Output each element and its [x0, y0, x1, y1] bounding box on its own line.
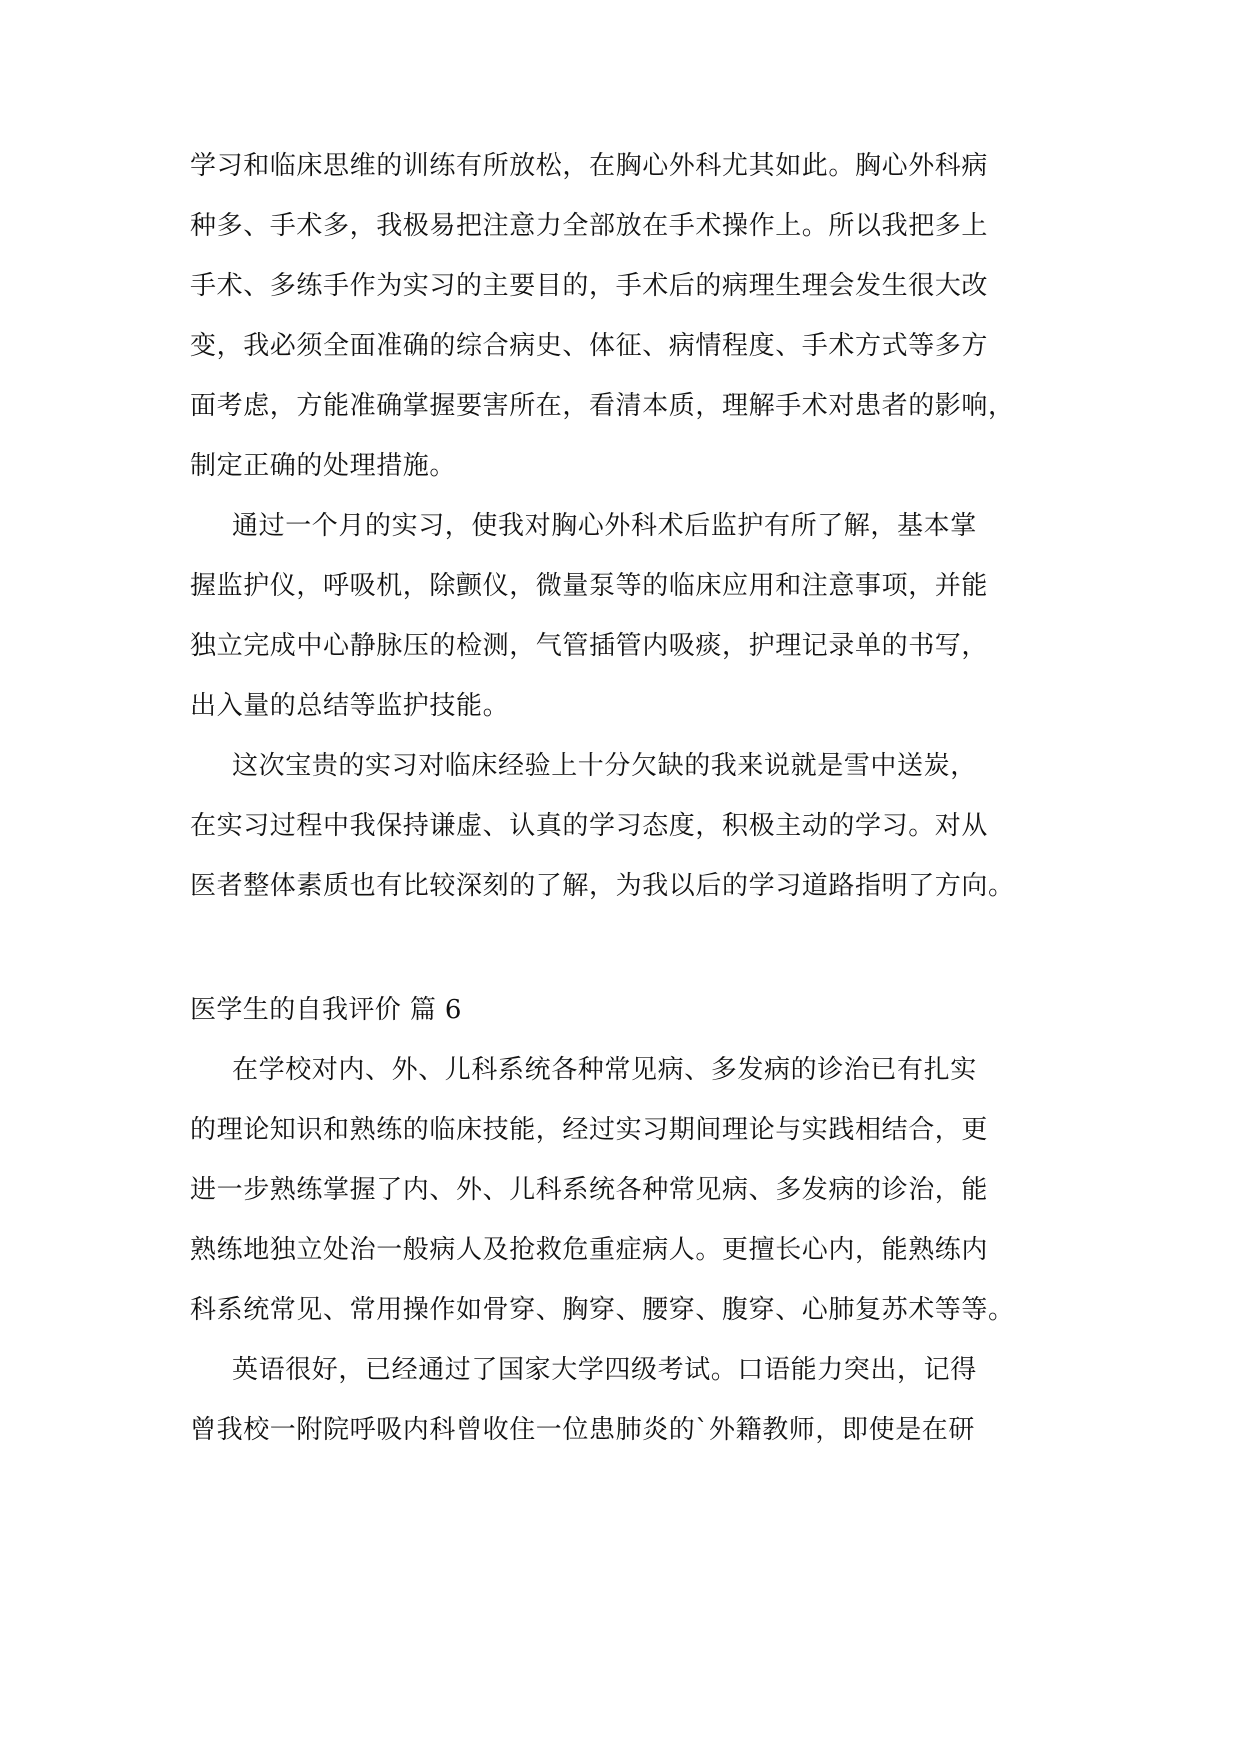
body-text-line: 曾我校一附院呼吸内科曾收住一位患肺炎的`外籍教师，即使是在研	[190, 1415, 976, 1445]
body-text-line: 学习和临床思维的训练有所放松，在胸心外科尤其如此。胸心外科病	[190, 151, 989, 181]
body-text-line: 手术、多练手作为实习的主要目的，手术后的病理生理会发生很大改	[190, 271, 989, 301]
body-text-line: 科系统常见、常用操作如骨穿、胸穿、腰穿、腹穿、心肺复苏术等等。	[190, 1295, 1015, 1325]
body-text-line: 通过一个月的实习，使我对胸心外科术后监护有所了解，基本掌	[232, 511, 977, 541]
body-text-line: 这次宝贵的实习对临床经验上十分欠缺的我来说就是雪中送炭，	[232, 751, 977, 781]
body-text-line: 握监护仪，呼吸机，除颤仪，微量泵等的临床应用和注意事项，并能	[190, 571, 989, 601]
body-text-line: 独立完成中心静脉压的检测，气管插管内吸痰，护理记录单的书写，	[190, 631, 989, 661]
body-text-line: 英语很好，已经通过了国家大学四级考试。口语能力突出，记得	[232, 1355, 977, 1385]
body-text-line: 变，我必须全面准确的综合病史、体征、病情程度、手术方式等多方	[190, 331, 989, 361]
body-text-line: 种多、手术多，我极易把注意力全部放在手术操作上。所以我把多上	[190, 211, 989, 241]
body-text-line: 熟练地独立处治一般病人及抢救危重症病人。更擅长心内，能熟练内	[190, 1235, 989, 1265]
body-text-line: 出入量的总结等监护技能。	[190, 691, 510, 721]
body-text-line: 进一步熟练掌握了内、外、儿科系统各种常见病、多发病的诊治，能	[190, 1175, 989, 1205]
body-text-line: 在实习过程中我保持谦虚、认真的学习态度，积极主动的学习。对从	[190, 811, 989, 841]
body-text-line: 的理论知识和熟练的临床技能，经过实习期间理论与实践相结合，更	[190, 1115, 989, 1145]
body-text-line: 医者整体素质也有比较深刻的了解，为我以后的学习道路指明了方向。	[190, 871, 1015, 901]
section-heading: 医学生的自我评价 篇 6	[190, 995, 462, 1025]
body-text-line: 面考虑，方能准确掌握要害所在，看清本质，理解手术对患者的影响，	[190, 391, 1015, 421]
body-text-line: 制定正确的处理措施。	[190, 451, 457, 481]
body-text-line: 在学校对内、外、儿科系统各种常见病、多发病的诊治已有扎实	[232, 1055, 977, 1085]
